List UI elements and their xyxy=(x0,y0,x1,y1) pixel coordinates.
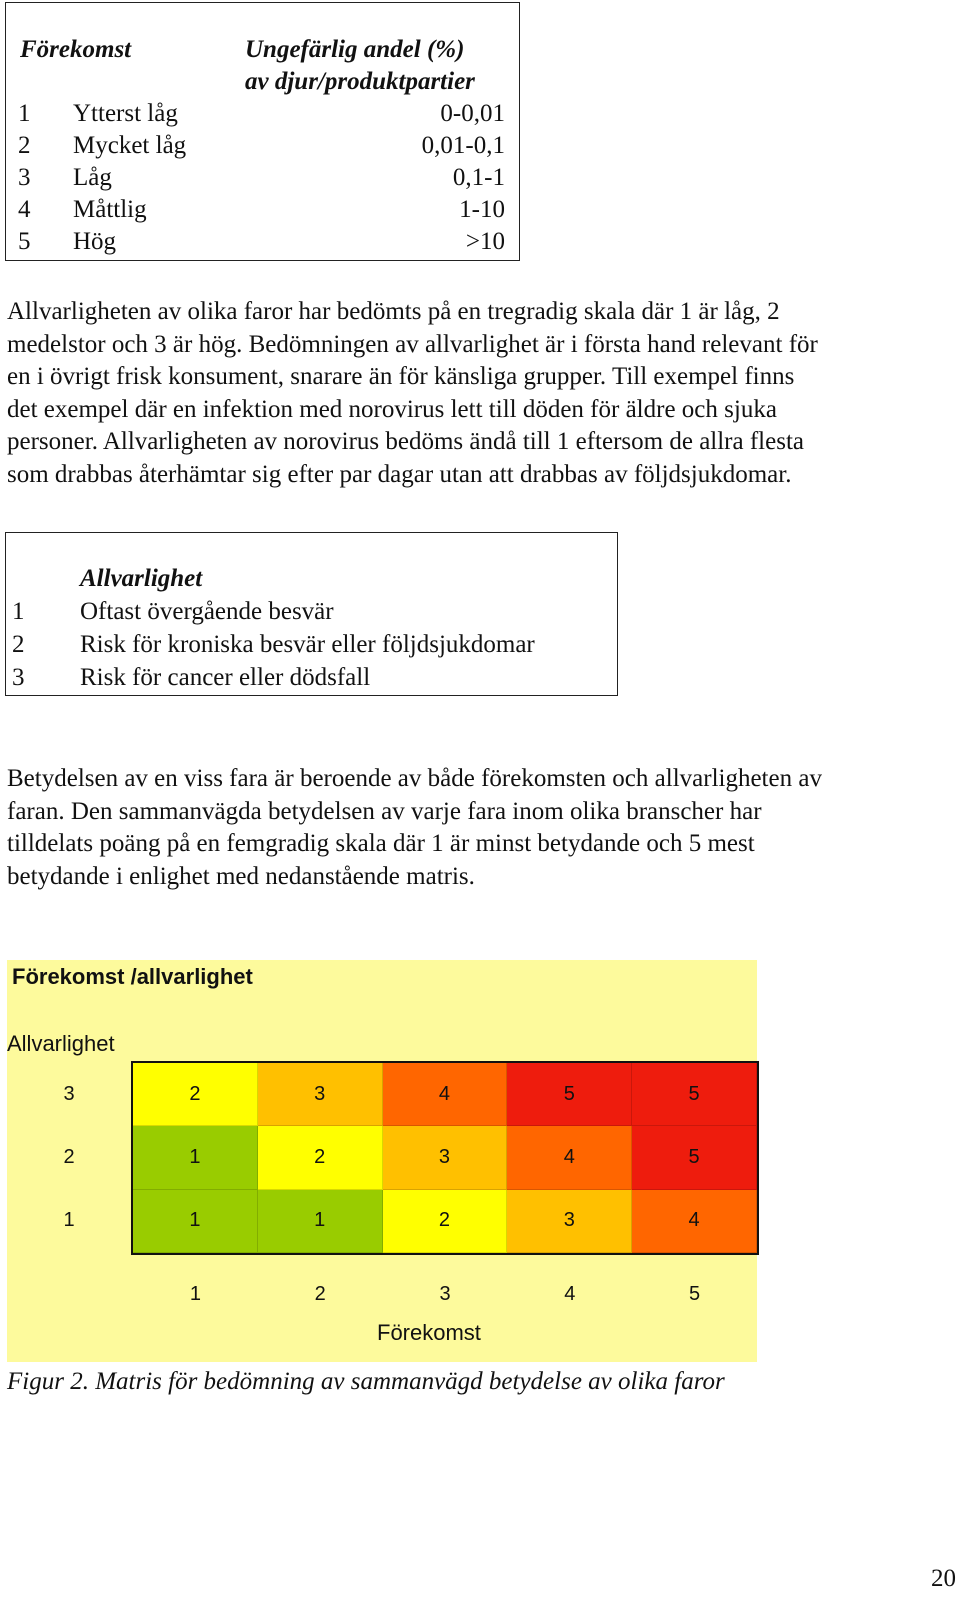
matrix-cell: 1 xyxy=(133,1126,258,1189)
occurrence-row-range: 0,01-0,1 xyxy=(421,132,505,159)
matrix-cell: 3 xyxy=(258,1063,383,1126)
paragraph-line: en i övrigt frisk konsument, snarare än för känsliga grupper. Till exempel finns xyxy=(7,363,795,391)
paragraph-line: tilldelats poäng på en femgradig skala där 1 är minst betydande och 5 mest xyxy=(7,830,755,858)
severity-row-num: 2 xyxy=(12,631,25,658)
matrix-grid xyxy=(131,1061,759,1255)
page-number: 20 xyxy=(931,1565,956,1592)
share-header-line1: Ungefärlig andel (%) xyxy=(245,36,465,63)
occurrence-row-num: 4 xyxy=(18,196,31,223)
paragraph-line: det exempel där en infektion med norovirus lett till döden för äldre och sjuka xyxy=(7,395,777,423)
x-tick-label: 1 xyxy=(189,1283,201,1305)
matrix-cell: 2 xyxy=(258,1126,383,1189)
y-tick-label: 2 xyxy=(63,1146,75,1168)
occurrence-row-range: 1-10 xyxy=(459,196,505,223)
paragraph-line: faran. Den sammanvägda betydelsen av varje fara inom olika branscher har xyxy=(7,797,762,825)
severity-row-num: 1 xyxy=(12,598,25,625)
severity-row-label: Risk för cancer eller dödsfall xyxy=(80,664,371,691)
x-tick-label: 3 xyxy=(439,1283,451,1305)
matrix-cell: 3 xyxy=(383,1126,508,1189)
severity-header: Allvarlighet xyxy=(80,565,203,592)
severity-row-num: 3 xyxy=(12,664,25,691)
y-tick-label: 1 xyxy=(63,1209,75,1232)
occurrence-row-num: 1 xyxy=(18,100,31,127)
matrix-cell: 1 xyxy=(133,1190,258,1253)
occurrence-row-label: Hög xyxy=(73,228,117,255)
x-tick-label: 5 xyxy=(689,1283,701,1305)
matrix-cell: 5 xyxy=(507,1063,632,1126)
matrix-cell: 2 xyxy=(383,1190,508,1253)
occurrence-row-label: Låg xyxy=(73,164,112,191)
share-header-line2: av djur/produktpartier xyxy=(245,68,475,95)
x-tick-label: 4 xyxy=(564,1283,576,1305)
matrix-cell: 2 xyxy=(133,1063,258,1126)
matrix-cell: 3 xyxy=(507,1190,632,1253)
significance-paragraph xyxy=(7,763,955,893)
paragraph-line: som drabbas återhämtar sig efter par dagar utan att drabbas av följdsjukdomar. xyxy=(7,460,792,488)
matrix-cell: 5 xyxy=(632,1063,757,1126)
severity-paragraph xyxy=(7,296,955,492)
occurrence-header: Förekomst xyxy=(20,36,132,63)
matrix-cell: 4 xyxy=(507,1126,632,1189)
occurrence-row-num: 2 xyxy=(18,132,31,159)
occurrence-row-range: >10 xyxy=(465,228,505,255)
occurrence-row-label: Ytterst låg xyxy=(73,100,178,127)
occurrence-row-label: Måttlig xyxy=(73,196,147,223)
matrix-x-axis-label: Förekomst xyxy=(377,1320,481,1345)
matrix-cell: 4 xyxy=(632,1190,757,1253)
paragraph-line: medelstor och 3 är hög. Bedömningen av allvarlighet är i första hand relevant för xyxy=(7,330,818,358)
matrix-cell: 1 xyxy=(258,1190,383,1253)
occurrence-row-range: 0-0,01 xyxy=(440,100,505,127)
occurrence-row-num: 5 xyxy=(18,228,31,255)
paragraph-line: betydande i enlighet med nedanstående matris. xyxy=(7,862,475,890)
paragraph-line: personer. Allvarligheten av norovirus bedöms ändå till 1 eftersom de allra flesta xyxy=(7,428,804,456)
y-tick-label: 3 xyxy=(63,1082,75,1105)
matrix-cell: 4 xyxy=(383,1063,508,1126)
paragraph-line: Betydelsen av en viss fara är beroende av både förekomsten och allvarligheten av xyxy=(7,765,822,792)
severity-row-label: Risk för kroniska besvär eller följdsjukdomar xyxy=(80,631,535,658)
x-tick-label: 2 xyxy=(314,1283,326,1305)
paragraph-line: Allvarligheten av olika faror har bedömts på en tregradig skala där 1 är låg, 2 xyxy=(7,298,780,325)
matrix-y-axis-label: Allvarlighet xyxy=(7,1031,115,1056)
occurrence-row-range: 0,1-1 xyxy=(452,164,505,191)
severity-row-label: Oftast övergående besvär xyxy=(80,598,334,625)
risk-matrix-figure xyxy=(7,960,757,1362)
occurrence-row-label: Mycket låg xyxy=(73,132,187,159)
matrix-cell: 5 xyxy=(632,1126,757,1189)
figure-caption: Figur 2. Matris för bedömning av sammanvägd betydelse av olika faror xyxy=(7,1368,725,1395)
occurrence-row-num: 3 xyxy=(18,164,31,191)
matrix-title: Förekomst /allvarlighet xyxy=(12,964,253,989)
